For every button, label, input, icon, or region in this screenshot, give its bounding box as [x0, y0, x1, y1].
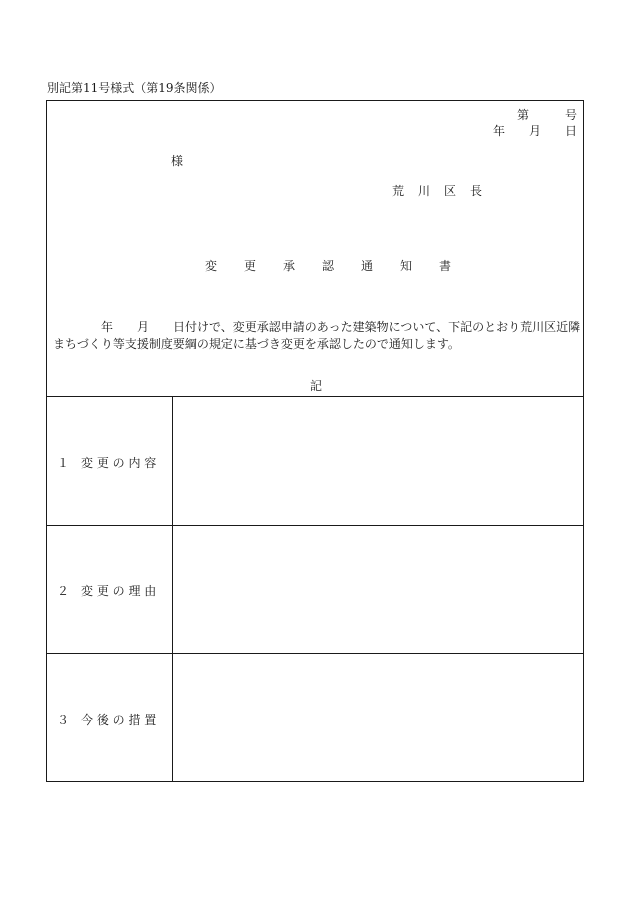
- row-label-future-measures: ３ 今 後 の 措 置: [57, 713, 157, 727]
- notice-body-paragraph: 年 月 日付けで、変更承認申請のあった建築物について、下記のとおり荒川区近隣まちづくり等支援制度要綱の規定に基づき変更を承認したので通知します。: [53, 320, 581, 351]
- row-label-change-content: １ 変 更 の 内 容: [57, 456, 157, 470]
- recipient-label: 様: [171, 154, 184, 168]
- number-line: 第 号: [516, 108, 577, 122]
- table-row-divider: [47, 653, 583, 654]
- notice-title: 変 更 承 認 通 知 書: [205, 259, 453, 273]
- date-line: 年 月 日: [492, 124, 577, 138]
- ki-heading: 記: [310, 379, 323, 393]
- table-top-border: [47, 396, 583, 397]
- table-column-divider: [172, 396, 173, 781]
- issuer-label: 荒 川 区 長: [392, 184, 484, 198]
- row-label-change-reason: ２ 変 更 の 理 由: [57, 584, 157, 598]
- form-label: 別記第11号様式（第19条関係）: [47, 81, 222, 95]
- notice-form-frame: [46, 100, 584, 782]
- table-row-divider: [47, 525, 583, 526]
